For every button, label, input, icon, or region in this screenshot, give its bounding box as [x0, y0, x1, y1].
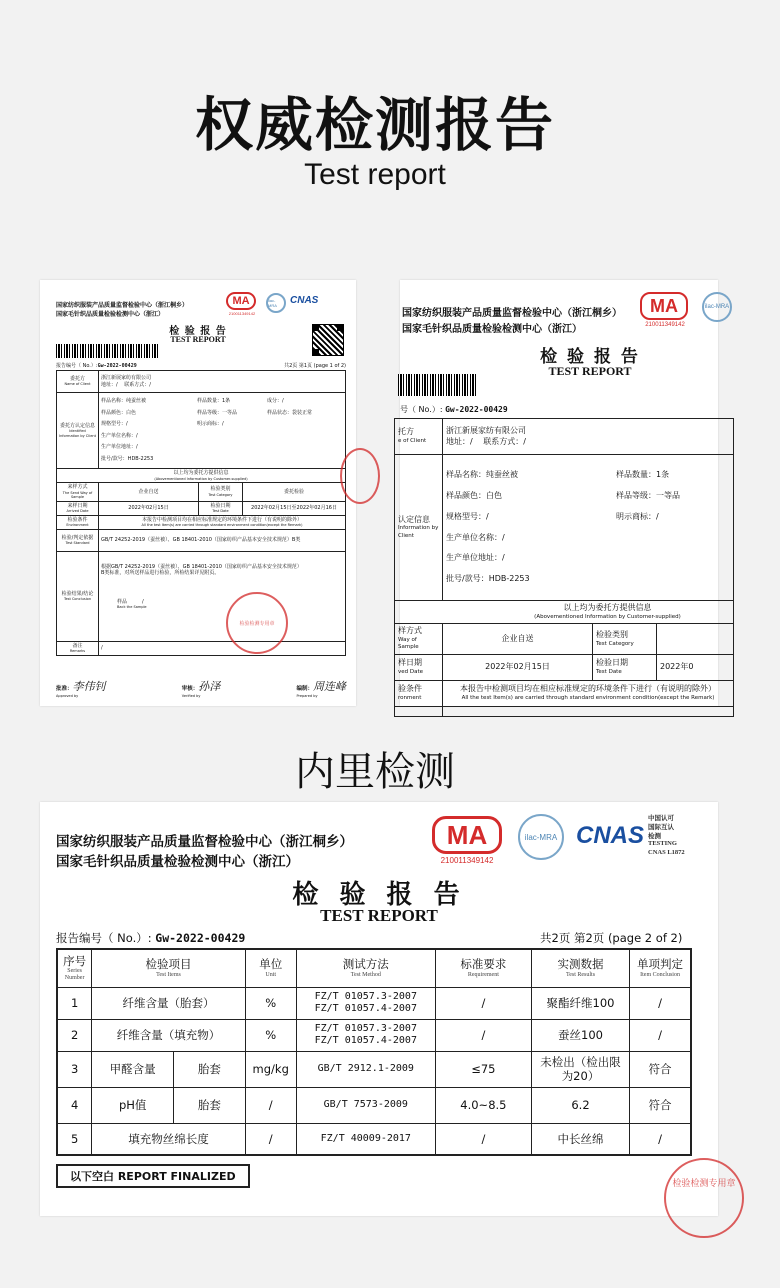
- cell-unit: /: [245, 1123, 296, 1155]
- org-line2: 国家毛针织品质量检验检测中心（浙江）: [402, 323, 582, 335]
- qr-code: [312, 324, 344, 356]
- cma-logo: MA: [226, 292, 256, 310]
- column-header-en: Test Method: [350, 971, 381, 978]
- report-page-1-zoom: [398, 280, 730, 706]
- barcode: [398, 374, 478, 396]
- page-subtitle: Test report: [304, 158, 446, 191]
- table-row: [395, 706, 734, 716]
- ilac-logo: ilac-MRA: [266, 293, 286, 313]
- table-row: 检验/判定依据 Test Standard GB/T 24252-2019（蚕丝被）、GB 18401-2010（国家纺织产品基本安全技术规范）B类: [57, 529, 346, 551]
- cell-result: 蚕丝100: [531, 1019, 629, 1051]
- table-row: 样方式 Way of Sample 企业自送 检验类别 Test Category: [395, 624, 734, 655]
- org-names: [56, 302, 188, 319]
- cma-number: 210011349142: [440, 856, 494, 865]
- cell-no: 5: [57, 1123, 92, 1155]
- column-header: 实测数据 Test Results: [531, 949, 629, 987]
- column-header: 测试方法 Test Method: [296, 949, 435, 987]
- column-header: 单位 Unit: [245, 949, 296, 987]
- report-title-en: TEST REPORT: [548, 364, 632, 378]
- cell-result: 聚酯纤维100: [531, 987, 629, 1019]
- cell-no: 2: [57, 1019, 92, 1051]
- cma-number: 210011349142: [228, 311, 256, 316]
- report-title-cn: 检 验 报 告: [169, 326, 227, 337]
- org-line1: 国家纺织服装产品质量监督检验中心（浙江桐乡）: [56, 302, 189, 309]
- cell-method: FZ/T 40009-2017: [296, 1123, 435, 1155]
- table-row: [57, 1123, 691, 1155]
- cell-req: ≤75: [435, 1051, 531, 1087]
- signatures: [56, 678, 346, 698]
- column-header-en: Series Number: [64, 967, 85, 982]
- report-title-en: TEST REPORT: [170, 335, 226, 344]
- cell-result: 中长丝绵: [531, 1123, 629, 1155]
- table-row: 来样日期 Arrived Date 2022年02月15日 检验日期 Test Date 2022年02月15日至2022年02月16日: [57, 501, 346, 515]
- table-row: [57, 1019, 691, 1051]
- cell-result: 6.2: [531, 1087, 629, 1123]
- column-header-en: Unit: [265, 971, 277, 978]
- cell-no: 1: [57, 987, 92, 1019]
- org-line2: 国家毛针织品质量检验检测中心（浙江）: [56, 854, 299, 871]
- column-header-en: Test Items: [156, 971, 181, 978]
- column-header: 标准要求 Requirement: [435, 949, 531, 987]
- cnas-logo: CNAS: [576, 822, 645, 849]
- cell-unit: mg/kg: [245, 1051, 296, 1087]
- cell-sub: 胎套: [174, 1051, 246, 1087]
- cell-unit: %: [245, 987, 296, 1019]
- table-row: 备注 Remarks /: [57, 641, 346, 655]
- table-row: 检验条件 Environment 本报告中检测项目均在相应标准规定的环境条件下进行（有说明的除外） All the test Item(s) are carried through standard environment condition(except the Remark): [57, 515, 346, 529]
- org-line2: 国家毛针织品质量检验检测中心（浙江）: [56, 310, 165, 318]
- report-number: 报告编号（ No.）: Gw-2022-00429: [56, 931, 246, 945]
- table-row: 认定信息 Information by Client 样品名称：纯蚕丝被 样品数量：1条 样品颜色：白色 样品等级：一等品 规格型号：/ 明示商标：/ 生产单位名称：/ 生产单位地址：/ 批号/款号：HDB-2253: [395, 455, 734, 601]
- cnas-caption: 中国认可 国际互认 检测 TESTING CNAS L1872: [648, 814, 685, 857]
- org-line1: 国家纺织服装产品质量监督检验中心（浙江桐乡）: [402, 308, 622, 319]
- cell-sub: 胎套: [174, 1087, 246, 1123]
- page-title: 权威检测报告: [194, 91, 555, 159]
- table-row: 委托方认定信息 Identified Information by Client 样品名称：纯蚕丝被 样品数量：1条 成分：/ 样品颜色：白色 样品等级：一等品 样品状态：袋装正常 规格型号：/ 明示商标：/ 生产单位名称：/ 生产单位地址：/ 批号/款号：HDB-2253: [57, 393, 346, 469]
- table-row: 委托方 Name of Client 浙江新展家纺有限公司 地址：/ 联系方式：/: [57, 371, 346, 393]
- cell-judge: 符合: [630, 1087, 691, 1123]
- table-row: 托方 e of Client 浙江新展家纺有限公司 地址：/ 联系方式：/: [395, 419, 734, 455]
- table-row: 验条件 ronment 本报告中检测项目均在相应标准规定的环境条件下进行（有说明的除外） All the test Item(s) are carried through standard environment condition(except the Remark): [395, 680, 734, 706]
- report-page-1: [40, 280, 356, 706]
- page-indicator: 共2页 第2页 (page 2 of 2): [540, 931, 683, 945]
- table-row: [57, 1051, 691, 1087]
- partial-seal: [340, 448, 380, 504]
- cell-req: 4.0~8.5: [435, 1087, 531, 1123]
- cell-item: pH值: [92, 1087, 174, 1123]
- ilac-logo: ilac-MRA: [702, 292, 732, 322]
- column-header: 单项判定 Item Conclusion: [630, 949, 691, 987]
- org-names: [402, 306, 622, 337]
- cell-req: /: [435, 1123, 531, 1155]
- report-finalized: 以下空白 REPORT FINALIZED: [56, 1164, 250, 1188]
- table-row: 以上均为委托方提供信息 (Abovementioned Information by Customer-supplied): [57, 469, 346, 483]
- table-row: 以上均为委托方提供信息 (Abovementioned Information by Customer-supplied): [395, 601, 734, 624]
- cell-method: GB/T 7573-2009: [296, 1087, 435, 1123]
- cma-logo: MA: [432, 816, 502, 854]
- table-row: 来样方式 The Send Way of Sample 企业自送 检验类别 Test Category 委托检验: [57, 483, 346, 502]
- cell-judge: /: [630, 1019, 691, 1051]
- official-seal: 检验检测专用章: [226, 592, 288, 654]
- section-title: 内里检测: [295, 749, 455, 795]
- table-row: 检验结果/结论 Test Conclusion 根据GB/T 24252-2019（蚕丝被）、GB 18401-2010（国家纺织产品基本安全技术规范）B类标准，对所送样品进行检验，所检结果详见附页。 样品 / Back the Sample: [57, 551, 346, 641]
- cell-judge: /: [630, 1123, 691, 1155]
- table-row: [57, 1087, 691, 1123]
- cell-judge: /: [630, 987, 691, 1019]
- report-number: 号（ No.）: Gw-2022-00429: [400, 405, 508, 414]
- cell-req: /: [435, 987, 531, 1019]
- cma-number: 210011349142: [645, 322, 685, 328]
- ilac-logo: ilac-MRA: [518, 814, 564, 860]
- prepared-by: 编制：周连峰 Prepared by: [296, 680, 346, 698]
- report-number: 报告编号（ No.）:Gw-2022-00429: [56, 363, 137, 369]
- report-title-cn: 检 验 报 告: [292, 880, 466, 910]
- report-title-cn: 检 验 报 告: [540, 347, 640, 367]
- verified-by: 审核：孙泽 Verified by: [181, 680, 221, 698]
- cell-judge: 符合: [630, 1051, 691, 1087]
- cell-item: 纤维含量（胎套）: [92, 987, 245, 1019]
- cell-item: 纤维含量（填充物）: [92, 1019, 245, 1051]
- org-line1: 国家纺织服装产品质量监督检验中心（浙江桐乡）: [56, 834, 353, 850]
- cell-item: 甲醛含量: [92, 1051, 174, 1087]
- cell-result: 未检出（检出限为20）: [531, 1051, 629, 1087]
- report-page-2: [40, 802, 736, 1216]
- column-header: 检验项目 Test Items: [92, 949, 245, 987]
- table-header-row: [57, 949, 691, 987]
- column-header: 序号 Series Number: [57, 949, 92, 987]
- column-header-en: Requirement: [467, 971, 499, 978]
- results-table: [56, 948, 692, 1156]
- cma-logo: MA: [640, 292, 688, 320]
- column-header-en: Test Results: [565, 971, 596, 978]
- cell-method: FZ/T 01057.3-2007 FZ/T 01057.4-2007: [296, 987, 435, 1019]
- barcode: [56, 344, 160, 358]
- cell-method: FZ/T 01057.3-2007 FZ/T 01057.4-2007: [296, 1019, 435, 1051]
- page1-table: [56, 370, 346, 656]
- cell-method: GB/T 2912.1-2009: [296, 1051, 435, 1087]
- cell-unit: /: [245, 1087, 296, 1123]
- org-names: [56, 832, 353, 873]
- cell-no: 3: [57, 1051, 92, 1087]
- cell-item: 填充物丝绵长度: [92, 1123, 245, 1155]
- cell-req: /: [435, 1019, 531, 1051]
- cell-no: 4: [57, 1087, 92, 1123]
- column-header-en: Item Conclusion: [640, 971, 680, 978]
- page1-zoom-table: [394, 418, 734, 717]
- cell-unit: %: [245, 1019, 296, 1051]
- official-seal: 检验检测专用章: [664, 1158, 744, 1238]
- cnas-logo: CNAS: [290, 295, 319, 306]
- table-row: 样日期 ved Date 2022年02月15日 检验日期 Test Date 2022年0: [395, 654, 734, 680]
- page-indicator: 共2页 第1页 (page 1 of 2): [284, 363, 346, 369]
- report-title-en: TEST REPORT: [320, 906, 438, 925]
- approved-by: 批准：李伟钊 Approved by: [56, 680, 106, 698]
- table-row: [57, 987, 691, 1019]
